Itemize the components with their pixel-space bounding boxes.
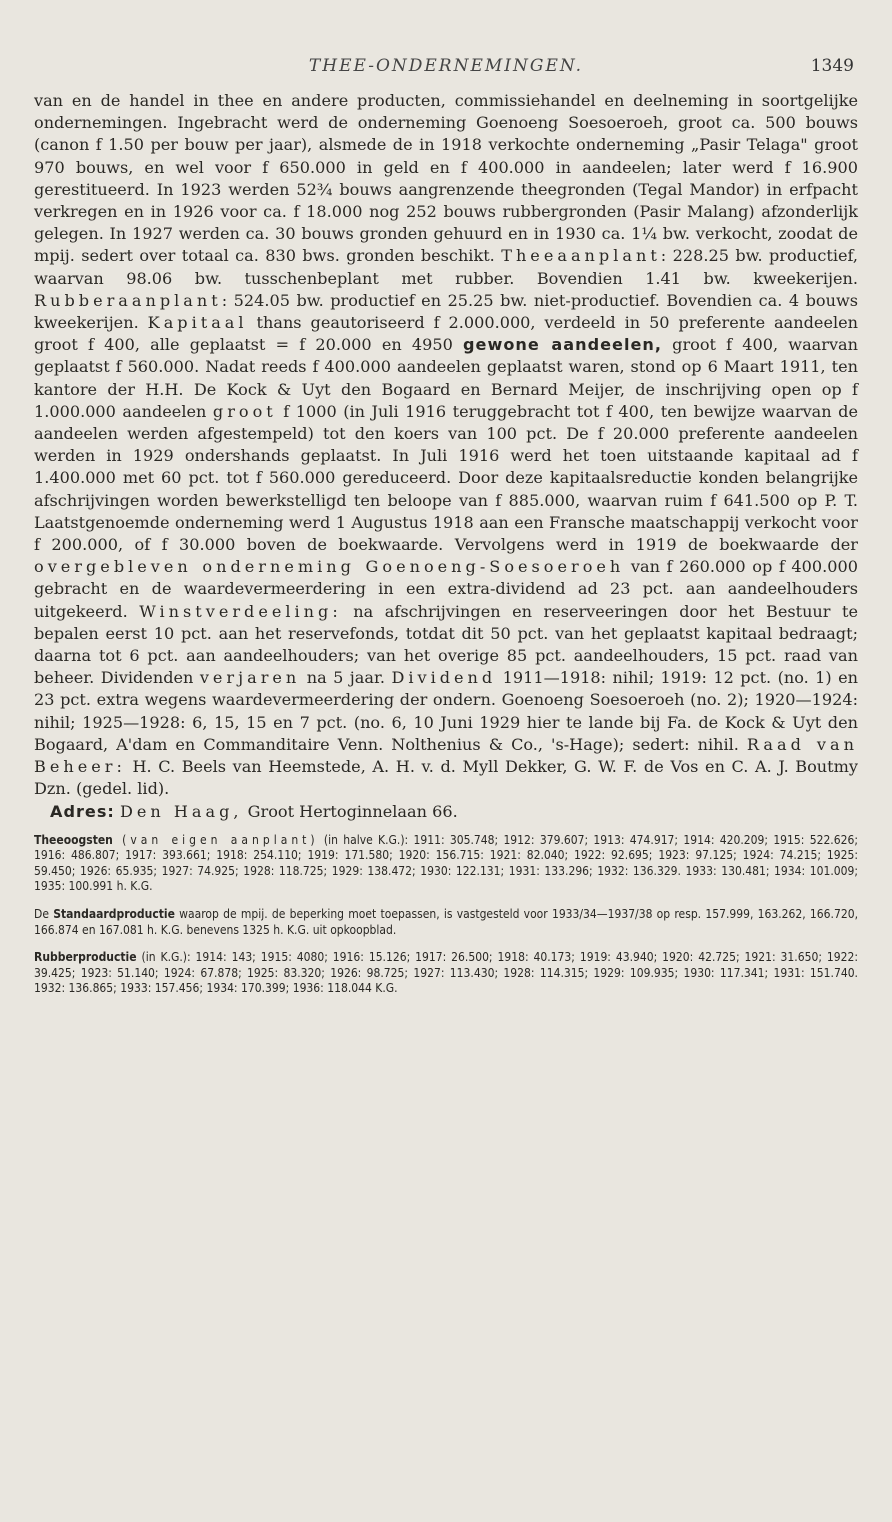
address-street: Groot Hertoginnelaan 66. [242, 801, 458, 821]
text-segment: van f 260.000 op f 400.000 gebracht en de waardevermeerdering in een extra-dividend ad 23 pct. aan aandeelhouders uitgekeerd. [34, 557, 858, 621]
theeoogsten-text: (in halve K.G.): 1911: 305.748; 1912: 379.607; 1913: 474.917; 1914: 420.209; 1915: 522.626; 1916: 486.807; 1917: 393.661; 1918: 254.110; 1919: 171.580; 1920: 156.715: 1921: 82.040; 1922: 92.695; 1923: 97.125; 1924: 74.215; 1925: 59.450; 1926: 65.935; 1927: 74.925; 1928: 118.725; 1929: 138.472; 1930: 122.131; 1931: 133.296; 1932: 136.329. 1933: 130.481; 1934: 101.009; 1935: 100.991 h. K.G. [34, 832, 858, 894]
page-number: 1349 [810, 56, 854, 76]
text-segment: : 524.05 bw. productief en 25.25 bw. niet-productief. Bovendien ca. 4 bouws kweekerijen. [34, 290, 858, 333]
text-segment: 1911—1918: nihil; 1919: 12 pct. (no. 1) en 23 pct. extra wegens waardevermeerdering der ondern. Goenoeng Soesoeroeh (no. 2); 1920—1924: nihil; 1925—1928: 6, 15, 15 en 7 pct. (no. 6, 10 Juni 1929 hier te lande bij Fa. de Kock & Uyt den Bogaard, A'dam en Commanditaire Venn. Nolthenius & Co., 's-Hage); sedert: nihil. [34, 668, 859, 754]
section-label-dividend: Dividend [391, 668, 497, 688]
company-description [34, 90, 858, 801]
section-label-rubberaanplant: Rubberaanplant [34, 290, 222, 310]
address-label: Adres: [50, 801, 115, 821]
groot-label: groot [212, 401, 277, 421]
address-line [34, 801, 858, 823]
section-label-kapitaal: Kapitaal [147, 313, 248, 333]
text-segment: : 228.25 bw. productief, waarvan 98.06 bw. tusschenbeplant met rubber. Bovendien 1.41 bw. kweekerijen. [34, 246, 859, 288]
standaardproductie-block [34, 907, 858, 938]
theeoogsten-qualifier: (van eigen aanplant) [112, 832, 319, 847]
standaard-heading: Standaardproductie [53, 907, 175, 922]
overgebleven-label: overgebleven onderneming Goenoeng-Soesoeroeh [34, 557, 625, 577]
section-label-theeaanplant: Theeaanplant [501, 246, 661, 266]
section-label-raad-van-beheer: Raad van Beheer: [34, 734, 858, 777]
standaard-prefix: De [34, 907, 54, 922]
theeoogsten-block [34, 833, 858, 895]
standaard-text: waarop de mpij. de beperking moet toepassen, is vastgesteld voor 1933/34—1937/38 op resp. 157.999, 163.262, 166.720, 166.874 en 167.081 h. K.G. benevens 1325 h. K.G. uit opkoopblad. [34, 907, 858, 937]
running-title: THEE-ONDERNEMINGEN. [308, 56, 584, 76]
gewone-aandeelen-label: gewone aandeelen, [463, 335, 662, 355]
text-segment: na afschrijvingen en reserveeringen door het Bestuur te bepalen eerst 10 pct. aan het reservefonds, totdat dit 50 pct. van het geplaatst kapitaal bedraagt; daarna tot 6 pct. aan aandeelhouders; van het overige 85 pct. aandeelhouders, 15 pct. raad van beheer. Dividenden [34, 601, 858, 688]
theeoogsten-heading: Theeoogsten [34, 832, 113, 847]
text-segment: f 1000 (in Juli 1916 teruggebracht tot f 400, ten bewijze waarvan de aandeelen werden afgestempeld) tot den koers van 100 pct. De f 20.000 preferente aandeelen werden in 1929 ondershands geplaatst. In Juli 1916 werd het toen uitstaande kapitaal ad f 1.400.000 met 60 pct. tot f 560.000 gereduceerd. Door deze kapitaalsreductie konden belangrijke afschrijvingen worden bewerkstelligd ten beloope van f 885.000, waarvan ruim f 641.500 op P. T. Laatstgenoemde onderneming werd 1 Augustus 1918 aan een Fransche maatschappij verkocht voor f 200.000, of f 30.000 boven de boekwaarde. Vervolgens werd in 1919 de boekwaarde der [34, 401, 858, 555]
text-segment: thans geautoriseerd f 2.000.000, verdeeld in 50 preferente aandeelen groot f 400, alle geplaatst = f 20.000 en 4950 [34, 313, 859, 355]
rubberproductie-block [34, 950, 858, 997]
address-city: Den Haag, [119, 801, 243, 821]
text-segment: groot f 400, waarvan geplaatst f 560.000. Nadat reeds f 400.000 aandeelen geplaatst waren, stond op 6 Maart 1911, ten kantore der H.H. De Kock & Uyt den Bogaard en Bernard Meijer, de inschrijving open op f 1.000.000 aandeelen [34, 335, 858, 421]
text-segment: na 5 jaar. [300, 668, 392, 688]
page-header [34, 56, 858, 90]
rubber-heading: Rubberproductie [34, 950, 137, 965]
section-label-winstverdeeling: Winstverdeeling: [139, 601, 342, 621]
text-segment: van en de handel in thee en andere producten, commissiehandel en deelneming in soortgelijke ondernemingen. Ingebracht werd de onderneming Goenoeng Soesoeroeh, groot ca. 500 bouws (canon f 1.50 per bouw per jaar), alsmede de in 1918 verkochte onderneming „Pasir Telaga" groot 970 bouws, en wel voor f 650.000 in geld en f 400.000 in aandeelen; later werd f 16.900 gerestitueerd. In 1923 werden 52¾ bouws aangrenzende theegronden (Tegal Mandor) in erfpacht verkregen en in 1926 voor ca. f 18.000 nog 252 bouws rubbergronden (Pasir Malang) afzonderlijk gelegen. In 1927 werden ca. 30 bouws gronden gehuurd en in 1930 ca. 1¼ bw. verkocht, zoodat de mpij. sedert over totaal ca. 830 bws. gronden beschikt. [34, 91, 858, 266]
rubber-text: (in K.G.): 1914: 143; 1915: 4080; 1916: 15.126; 1917: 26.500; 1918: 40.173; 1919: 43.940; 1920: 42.725; 1921: 31.650; 1922: 39.425; 1923: 51.140; 1924: 67.878; 1925: 83.320; 1926: 98.725; 1927: 113.430; 1928: 114.315; 1929: 109.935; 1930: 117.341; 1931: 151.740. 1932: 136.865; 1933: 157.456; 1934: 170.399; 1936: 118.044 K.G. [34, 950, 858, 996]
verjaren-label: verjaren [199, 668, 301, 688]
text-segment: H. C. Beels van Heemstede, A. H. v. d. Myll Dekker, G. W. F. de Vos en C. A. J. Boutmy Dzn. (gedel. lid). [34, 757, 858, 799]
